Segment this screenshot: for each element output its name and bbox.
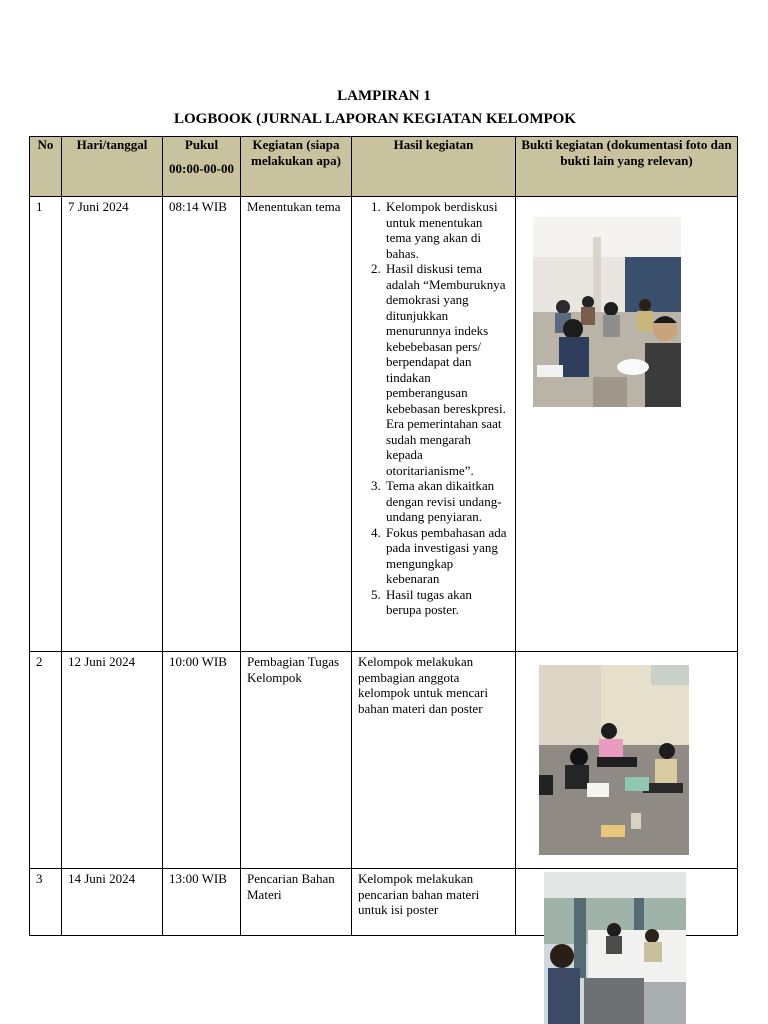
cell-no: 2: [30, 652, 62, 869]
evidence-photo-task-division: [539, 665, 689, 855]
header-evidence: Bukti kegiatan (dokumentasi foto dan bukti lain yang relevan): [516, 137, 738, 197]
header-time: [163, 137, 241, 197]
result-item: 1. Kelompok berdiskusi untuk menentukan tema yang akan di bahas.: [384, 199, 509, 261]
cell-date: 14 Juni 2024: [62, 869, 163, 936]
header-activity: Kegiatan (siapa melakukan apa): [241, 137, 352, 197]
cell-time: 10:00 WIB: [163, 652, 241, 869]
result-item: 3. Tema akan dikaitkan dengan revisi undang-undang penyiaran.: [384, 478, 509, 525]
cell-activity: Pembagian Tugas Kelompok: [241, 652, 352, 869]
cell-result: [352, 197, 516, 652]
header-no: No: [30, 137, 62, 197]
result-list: [358, 199, 509, 618]
header-result: Hasil kegiatan: [352, 137, 516, 197]
evidence-photo-material-search: [544, 872, 686, 1024]
page-subtitle: LOGBOOK (JURNAL LAPORAN KEGIATAN KELOMPOK: [174, 111, 576, 127]
header-time-label: Pukul: [184, 137, 219, 152]
evidence-photo-discussion: [533, 217, 681, 407]
result-item: 2. Hasil diskusi tema adalah “Memburuknya demokrasi yang ditunjukkan menurunnya indeks kebebebasan pers/ berpendapat dan tindakan pemberangusan kebebasan bereskpresi. Era pemerintahan saat sudah mengarah kepada otoritarianisme”.: [384, 261, 509, 478]
cell-no: 3: [30, 869, 62, 936]
result-item: 4. Fokus pembahasan ada pada investigasi yang mengungkap kebenaran: [384, 525, 509, 587]
cell-result: Kelompok melakukan pencarian bahan materi untuk isi poster: [352, 869, 516, 936]
header-date: Hari/tanggal: [62, 137, 163, 197]
cell-time: 13:00 WIB: [163, 869, 241, 936]
table-header-row: [30, 137, 738, 197]
header-time-range: 00:00-00-00: [169, 160, 234, 176]
cell-date: 12 Juni 2024: [62, 652, 163, 869]
cell-result: Kelompok melakukan pembagian anggota kelompok untuk mencari bahan materi dan poster: [352, 652, 516, 869]
page-title: LAMPIRAN 1: [337, 88, 431, 104]
cell-date: 7 Juni 2024: [62, 197, 163, 652]
cell-activity: Pencarian Bahan Materi: [241, 869, 352, 936]
cell-activity: Menentukan tema: [241, 197, 352, 652]
result-item: 5. Hasil tugas akan berupa poster.: [384, 587, 509, 618]
cell-no: 1: [30, 197, 62, 652]
cell-time: 08:14 WIB: [163, 197, 241, 652]
